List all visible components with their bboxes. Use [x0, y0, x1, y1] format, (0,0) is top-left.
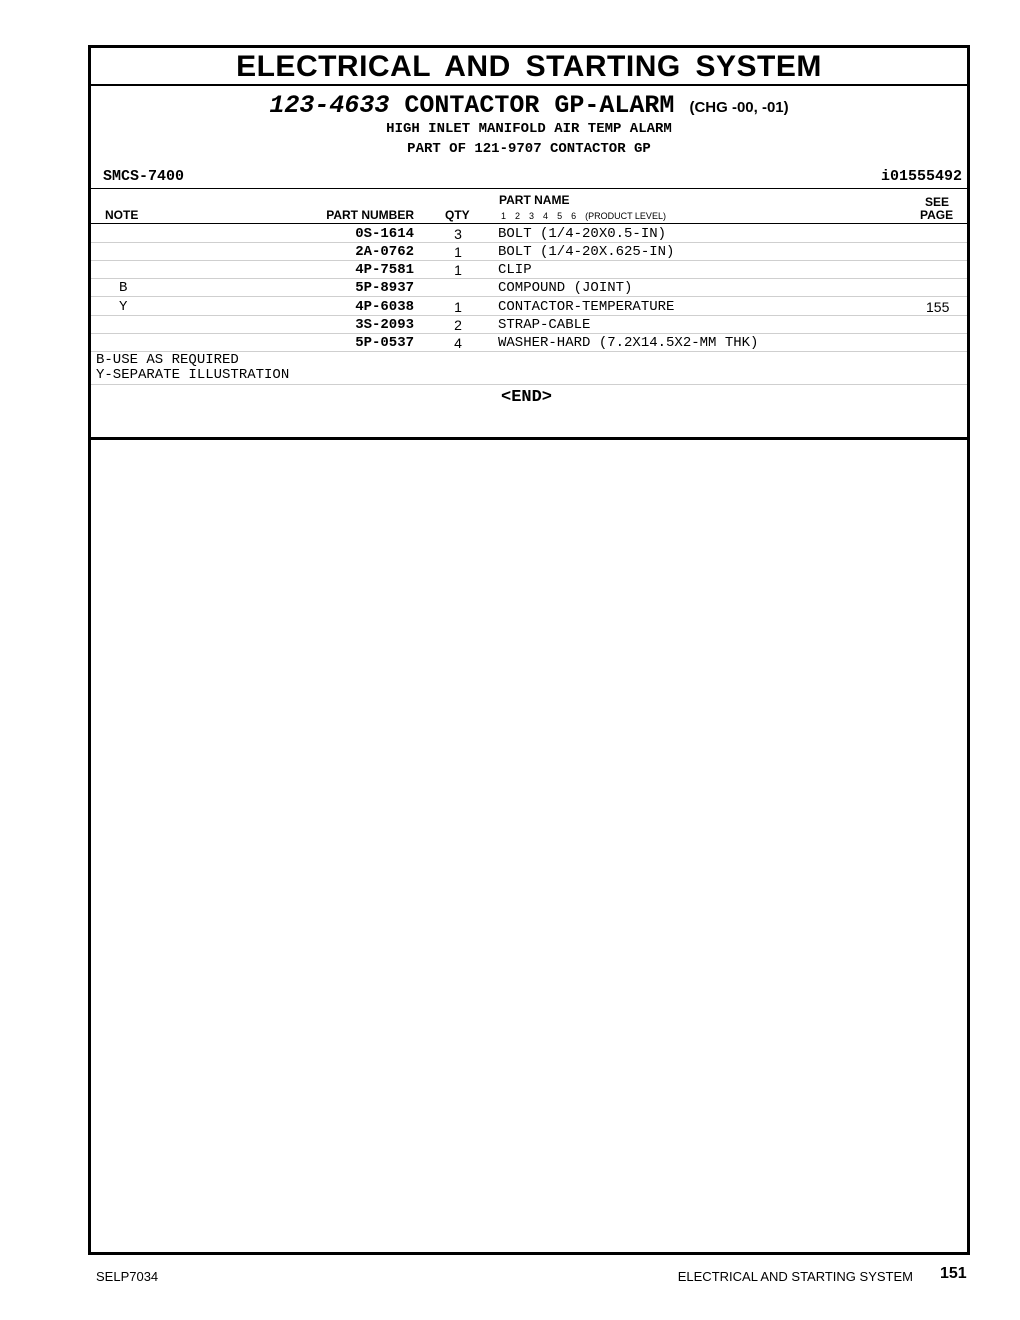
row-divider [91, 333, 967, 334]
note-cell: Y [119, 299, 128, 315]
footer-doc-id: SELP7034 [96, 1269, 159, 1284]
part-name-cell: WASHER-HARD (7.2X14.5X2-MM THK) [498, 335, 759, 351]
group-change: (CHG -00, -01) [689, 99, 789, 116]
col-note: NOTE [105, 208, 139, 222]
part-name-cell: COMPOUND (JOINT) [498, 280, 633, 296]
part-name-cell: CONTACTOR-TEMPERATURE [498, 299, 675, 315]
product-level: 5 [557, 211, 563, 221]
row-divider [91, 315, 967, 316]
qty-cell: 1 [454, 299, 462, 315]
part-number-cell: 5P-8937 [355, 280, 414, 296]
group-title [91, 91, 967, 120]
notes-legend [96, 353, 289, 383]
part-number-cell: 4P-6038 [355, 299, 414, 315]
part-name-cell: CLIP [498, 262, 532, 278]
group-number: 123-4633 [269, 91, 390, 120]
qty-cell: 4 [454, 335, 462, 351]
see-page-cell: 155 [926, 299, 950, 315]
part-name-cell: BOLT (1/4-20X0.5-IN) [498, 226, 667, 242]
col-page: PAGE [920, 208, 954, 222]
product-level: 4 [543, 211, 549, 221]
col-qty: QTY [445, 208, 470, 222]
section-title: ELECTRICAL AND STARTING SYSTEM [91, 48, 967, 86]
product-levels [501, 211, 675, 221]
row-divider [91, 278, 967, 279]
part-number-cell: 0S-1614 [355, 226, 414, 242]
qty-cell: 1 [454, 262, 462, 278]
note-line: B-USE AS REQUIRED [96, 352, 239, 368]
parts-page-frame [88, 45, 970, 1255]
part-number-cell: 2A-0762 [355, 244, 414, 260]
product-level: 2 [515, 211, 521, 221]
divider [91, 188, 967, 189]
group-name: CONTACTOR GP-ALARM [404, 91, 675, 120]
group-description: HIGH INLET MANIFOLD AIR TEMP ALARM [386, 121, 672, 137]
header-divider [91, 223, 967, 224]
product-level: 3 [529, 211, 535, 221]
product-level: 1 [501, 211, 507, 221]
part-number-cell: 4P-7581 [355, 262, 414, 278]
note-line: Y-SEPARATE ILLUSTRATION [96, 367, 290, 383]
section-bottom-rule [91, 437, 967, 440]
row-divider [91, 296, 967, 297]
end-marker: <END> [501, 388, 553, 407]
product-level: 6 [571, 211, 577, 221]
smcs-code: SMCS-7400 [103, 168, 185, 185]
part-number-cell: 5P-0537 [355, 335, 414, 351]
note-cell: B [119, 280, 128, 296]
group-part-of: PART OF 121-9707 CONTACTOR GP [407, 141, 651, 157]
illustration-id: i01555492 [880, 168, 962, 185]
product-level-label: (PRODUCT LEVEL) [585, 211, 666, 221]
col-part-name: PART NAME [499, 193, 570, 207]
qty-cell: 3 [454, 226, 462, 242]
row-divider [91, 260, 967, 261]
end-divider [91, 384, 967, 385]
qty-cell: 1 [454, 244, 462, 260]
footer-section: ELECTRICAL AND STARTING SYSTEM [677, 1269, 913, 1284]
footer-page-number: 151 [940, 1265, 967, 1282]
row-divider [91, 242, 967, 243]
col-see: SEE [925, 195, 950, 209]
part-name-cell: BOLT (1/4-20X.625-IN) [498, 244, 675, 260]
part-name-cell: STRAP-CABLE [498, 317, 591, 333]
col-part-number: PART NUMBER [326, 208, 414, 222]
part-number-cell: 3S-2093 [355, 317, 414, 333]
qty-cell: 2 [454, 317, 462, 333]
